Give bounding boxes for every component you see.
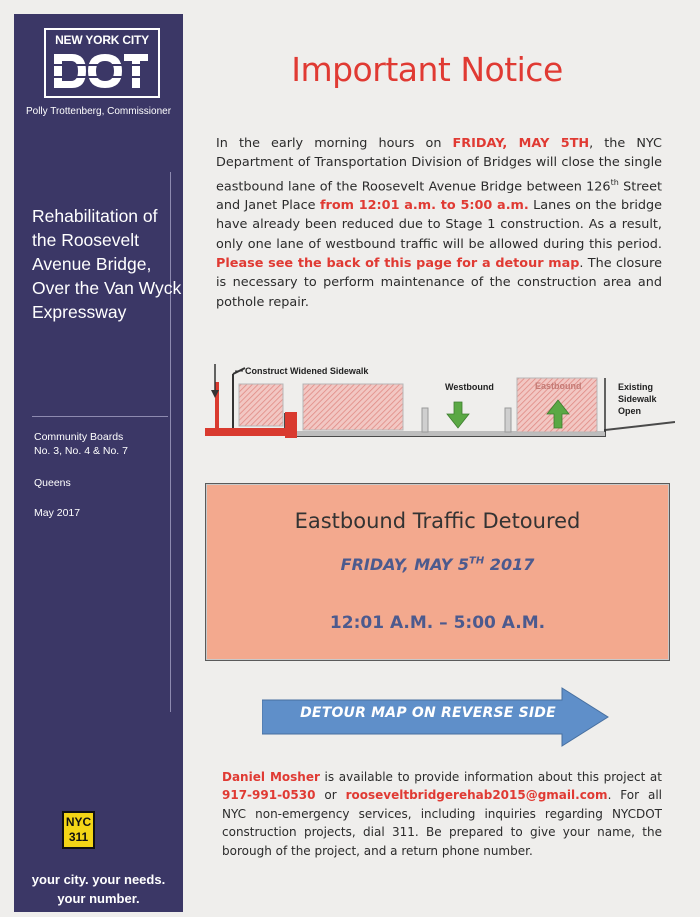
detour-map-arrow: [262, 686, 612, 748]
contact-phone: 917-991-0530: [222, 788, 316, 803]
notice-body: [216, 134, 662, 312]
issue-date: May 2017: [34, 507, 81, 519]
arrow-label: DETOUR MAP ON REVERSE SIDE: [300, 705, 556, 721]
tagline: [14, 870, 183, 908]
construction-zone-2: [303, 384, 403, 430]
sidebar-divider: [32, 416, 168, 417]
detour-notice-box: [205, 483, 670, 661]
label-westbound: Westbound: [445, 382, 494, 392]
closure-date: FRIDAY, MAY 5TH: [452, 136, 590, 151]
detour-date-suffix: TH: [469, 555, 485, 567]
westbound-arrow: [447, 402, 469, 428]
body-text-e: . The closure is necessary to perform maintenance of the construction area and pothole repair.: [216, 256, 662, 310]
detour-date-year: 2017: [484, 555, 535, 574]
detour-date-main: FRIDAY, MAY 5: [340, 555, 470, 574]
ordinal-suffix: th: [610, 177, 619, 187]
dot-logo-letters: [52, 52, 150, 90]
body-text-d: Lanes on the bridge have already been reduced due to Stage 1 construction. As a result, only one lane of westbound traffic will be allowed during this period.: [216, 198, 663, 252]
logo-city-text: NEW YORK CITY: [55, 33, 149, 47]
nyc311-line2: 311: [68, 830, 89, 844]
tagline-line2: your number.: [57, 891, 140, 906]
borough: Queens: [34, 477, 71, 489]
community-boards-line1: Community Boards: [34, 431, 124, 443]
label-construct-sidewalk: Construct Widened Sidewalk: [245, 366, 369, 376]
new-sidewalk-red-block: [285, 412, 297, 438]
body-text-c: Street and Janet Place: [216, 178, 663, 214]
detour-date: [206, 555, 669, 574]
detour-title: Eastbound Traffic Detoured: [294, 509, 581, 533]
community-boards-line2: No. 3, No. 4 & No. 7: [34, 445, 128, 457]
construction-zone-1: [239, 384, 283, 426]
closure-time: from 12:01 a.m. to 5:00 a.m.: [319, 198, 529, 214]
label-existing: Existing: [618, 382, 654, 392]
detour-map-reference: Please see the back of this page for a detour map: [216, 256, 580, 272]
body-text-b: , the NYC Department of Transportation Division of Bridges will close the single eastbound lane of the Roosevelt Avenue Bridge between 126: [216, 136, 662, 194]
sidebar: [14, 14, 183, 912]
community-boards: [34, 430, 128, 458]
contact-email: rooseveltbridgerehab2015@gmail.com: [345, 788, 608, 803]
label-sidewalk: Sidewalk: [618, 394, 657, 404]
nyc311-line1: NYC: [65, 815, 92, 829]
contact-info: [222, 768, 662, 860]
project-title: Rehabilitation of the Roosevelt Avenue Bridge, Over the Van Wyck Expressway: [32, 206, 182, 322]
body-text-a: In the early morning hours on: [216, 136, 453, 151]
label-open: Open: [618, 406, 642, 416]
notice-title: Important Notice: [291, 50, 563, 89]
bridge-cross-section-diagram: [205, 352, 675, 447]
contact-text-c: . For all NYC non-emergency services, including inquiries regarding NYCDOT construction projects, dial 311. Be prepared to give your name, the borough of the project, and a return phone number.: [222, 788, 662, 858]
contact-text-a: is available to provide information about this project at: [319, 770, 662, 784]
contact-name: Daniel Mosher: [222, 770, 320, 784]
nyc311-logo: [62, 811, 95, 849]
label-eastbound: Eastbound: [535, 381, 582, 391]
commissioner-line: Polly Trottenberg, Commissioner: [25, 106, 172, 117]
contact-text-b: or: [315, 788, 346, 803]
tagline-line1: your city. your needs.: [31, 872, 166, 887]
detour-time: 12:01 A.M. – 5:00 A.M.: [329, 613, 546, 633]
nyc-dot-logo: [44, 28, 160, 98]
